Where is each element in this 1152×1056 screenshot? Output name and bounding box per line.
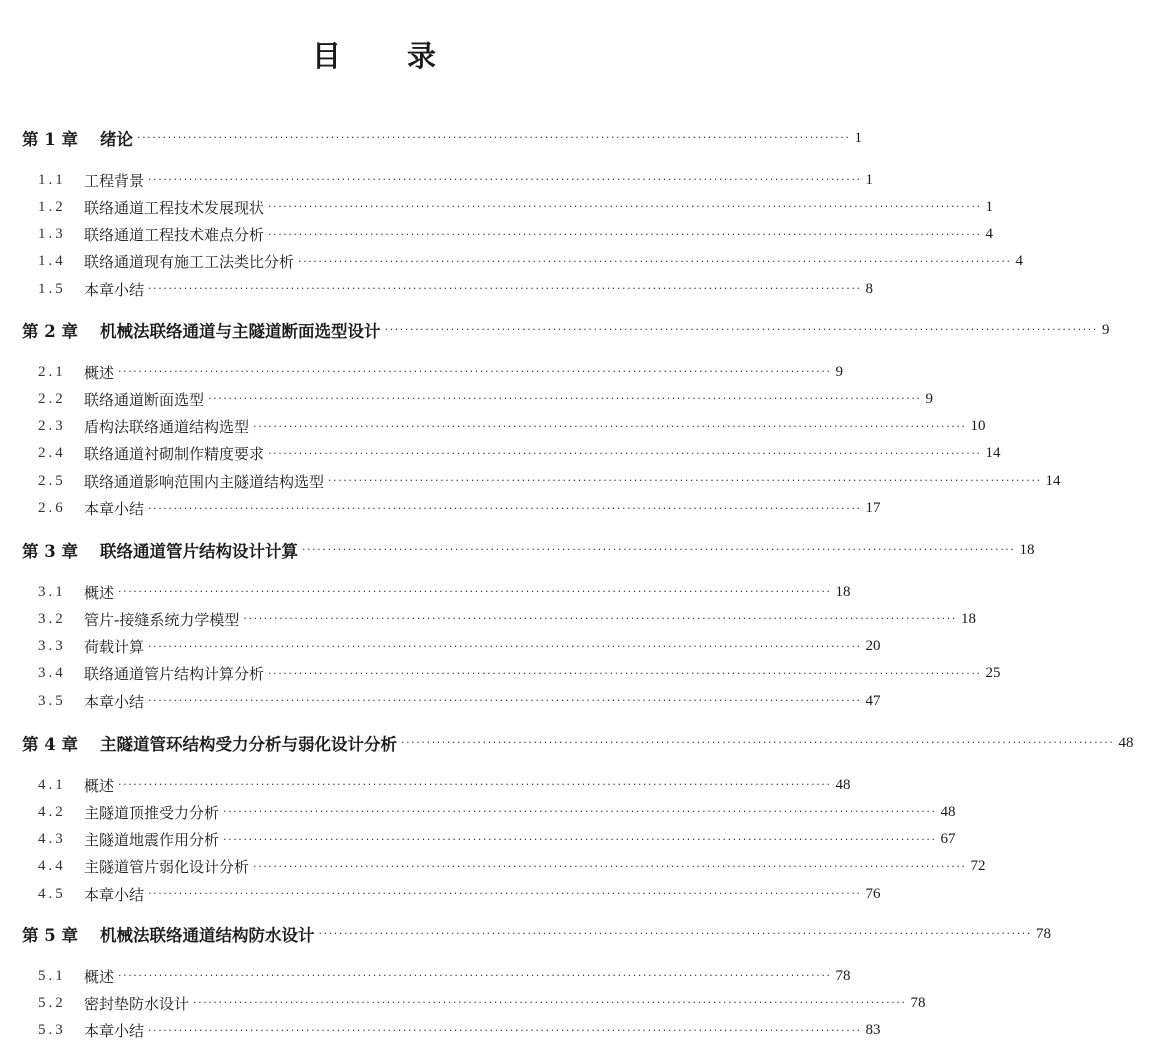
dot-leader: ············································································································································ bbox=[193, 996, 907, 1010]
section-number: 1.1 bbox=[38, 171, 66, 188]
section-page-number: 17 bbox=[865, 500, 881, 516]
toc-chapter-row[interactable] bbox=[0, 318, 1110, 342]
section-page-number: 78 bbox=[910, 994, 926, 1011]
toc-section-row[interactable] bbox=[0, 360, 844, 384]
dot-leader: ············································································································································ bbox=[223, 832, 937, 846]
toc-chapter-row[interactable] bbox=[0, 126, 863, 150]
toc-section-row[interactable] bbox=[0, 387, 934, 411]
section-page-number: 9 bbox=[835, 363, 844, 380]
dot-leader: ············································································································································ bbox=[328, 474, 1042, 488]
toc-section-row[interactable] bbox=[0, 223, 994, 247]
chapter-page-number: 78 bbox=[1036, 925, 1052, 942]
section-label bbox=[0, 884, 144, 905]
dot-leader: ············································································································································ bbox=[253, 419, 967, 433]
chapter-page-number: 1 bbox=[854, 129, 863, 146]
toc-section-row[interactable] bbox=[0, 469, 1061, 493]
section-page-number: 1 bbox=[985, 198, 994, 215]
section-label bbox=[0, 471, 324, 492]
chapter-label bbox=[0, 922, 314, 946]
section-page-number: 48 bbox=[835, 776, 851, 793]
section-title: 本章小结 bbox=[84, 1022, 145, 1041]
section-label bbox=[0, 993, 189, 1014]
dot-leader: ············································································································································ bbox=[118, 365, 832, 378]
section-page-number: 20 bbox=[865, 638, 881, 655]
section-page-number: 1 bbox=[865, 171, 874, 188]
section-number: 2.4 bbox=[38, 445, 66, 462]
section-page-number: 8 bbox=[865, 280, 874, 297]
page-title bbox=[0, 34, 750, 75]
dot-leader: ············································································································································ bbox=[268, 227, 982, 241]
section-number: 1.2 bbox=[38, 198, 66, 215]
toc-chapter-row[interactable] bbox=[0, 731, 1134, 755]
section-title: 联络通道断面选型 bbox=[84, 390, 205, 409]
dot-leader: ············································································································································ bbox=[118, 585, 832, 598]
section-title: 概述 bbox=[84, 776, 115, 795]
section-page-number: 72 bbox=[970, 858, 986, 875]
section-label bbox=[0, 802, 219, 823]
section-title: 工程背景 bbox=[84, 171, 145, 190]
toc-section-row[interactable] bbox=[0, 415, 986, 439]
section-label bbox=[0, 443, 264, 464]
dot-leader: ············································································································································ bbox=[148, 282, 862, 296]
dot-leader: ············································································································································ bbox=[118, 778, 832, 791]
dot-leader: ············································································································································ bbox=[268, 200, 982, 214]
title-char: 录 bbox=[407, 39, 439, 73]
section-title: 盾构法联络通道结构选型 bbox=[84, 418, 250, 437]
chapter-number: 第 2 章 bbox=[22, 322, 78, 341]
section-page-number: 14 bbox=[1045, 472, 1061, 489]
section-title: 本章小结 bbox=[84, 280, 145, 299]
toc-chapter-row[interactable] bbox=[0, 538, 1035, 562]
toc-section-row[interactable] bbox=[0, 882, 881, 906]
section-number: 3.5 bbox=[38, 692, 66, 709]
chapter-number: 第 3 章 bbox=[22, 542, 78, 561]
toc-section-row[interactable] bbox=[0, 250, 1024, 274]
dot-leader: ············································································································································ bbox=[384, 323, 1099, 336]
section-title: 主隧道地震作用分析 bbox=[84, 831, 220, 850]
dot-leader: ············································································································································ bbox=[148, 501, 862, 515]
section-title: 联络通道工程技术发展现状 bbox=[84, 198, 265, 217]
chapter-title: 机械法联络通道与主隧道断面选型设计 bbox=[99, 322, 381, 341]
dot-leader: ············································································································································ bbox=[400, 736, 1115, 749]
section-title: 主隧道顶推受力分析 bbox=[84, 803, 220, 822]
section-title: 概述 bbox=[84, 363, 115, 382]
toc-section-row[interactable] bbox=[0, 497, 881, 521]
section-number: 2.3 bbox=[38, 418, 66, 435]
section-label bbox=[0, 691, 144, 712]
chapter-label bbox=[0, 126, 133, 150]
toc-section-row[interactable] bbox=[0, 800, 956, 824]
dot-leader: ············································································································································ bbox=[208, 392, 922, 406]
section-number: 5.1 bbox=[38, 967, 66, 984]
section-number: 3.2 bbox=[38, 610, 66, 627]
dot-leader: ············································································································································ bbox=[148, 694, 862, 708]
section-label bbox=[0, 636, 144, 657]
dot-leader: ············································································································································ bbox=[253, 859, 967, 873]
section-page-number: 48 bbox=[940, 803, 956, 820]
chapter-number: 第 5 章 bbox=[22, 926, 78, 945]
section-title: 概述 bbox=[84, 583, 115, 602]
dot-leader: ············································································································································ bbox=[243, 612, 957, 626]
section-number: 3.3 bbox=[38, 638, 66, 655]
section-page-number: 9 bbox=[925, 390, 934, 407]
chapter-page-number: 48 bbox=[1118, 734, 1134, 751]
section-label bbox=[0, 170, 144, 191]
section-page-number: 25 bbox=[985, 665, 1001, 682]
section-title: 本章小结 bbox=[84, 500, 145, 518]
section-page-number: 78 bbox=[835, 967, 851, 984]
section-number: 4.3 bbox=[38, 831, 66, 848]
section-title: 管片-接缝系统力学模型 bbox=[84, 610, 240, 629]
section-page-number: 47 bbox=[865, 692, 881, 709]
toc-chapter-row[interactable] bbox=[0, 922, 1052, 946]
section-page-number: 83 bbox=[865, 1022, 881, 1039]
section-number: 3.4 bbox=[38, 665, 66, 682]
section-page-number: 4 bbox=[1015, 253, 1024, 270]
section-number: 2.5 bbox=[38, 472, 66, 489]
section-label bbox=[0, 966, 114, 987]
section-title: 密封垫防水设计 bbox=[84, 994, 190, 1013]
section-label bbox=[0, 663, 264, 684]
chapter-title: 绪论 bbox=[99, 130, 133, 149]
section-title: 联络通道现有施工工法类比分析 bbox=[84, 253, 295, 272]
section-label bbox=[0, 251, 294, 272]
chapter-label bbox=[0, 538, 298, 562]
dot-leader: ············································································································································ bbox=[136, 131, 851, 144]
section-number: 1.4 bbox=[38, 253, 66, 270]
title-char: 目 bbox=[311, 39, 343, 73]
chapter-label bbox=[0, 731, 397, 755]
section-number: 5.3 bbox=[38, 1022, 66, 1039]
toc-section-row[interactable] bbox=[0, 1019, 881, 1043]
section-number: 2.1 bbox=[38, 363, 66, 380]
dot-leader: ············································································································································ bbox=[148, 639, 862, 653]
dot-leader: ············································································································································ bbox=[268, 446, 982, 460]
section-number: 5.2 bbox=[38, 994, 66, 1011]
section-number: 4.2 bbox=[38, 803, 66, 820]
dot-leader: ············································································································································ bbox=[223, 805, 937, 819]
section-title: 联络通道衬砌制作精度要求 bbox=[84, 445, 265, 464]
section-title: 联络通道影响范围内主隧道结构选型 bbox=[84, 472, 325, 491]
section-page-number: 10 bbox=[970, 418, 986, 435]
toc-section-row[interactable] bbox=[0, 580, 851, 604]
dot-leader: ············································································································································ bbox=[148, 887, 862, 901]
section-label bbox=[0, 1020, 144, 1041]
toc-section-row[interactable] bbox=[0, 168, 874, 192]
section-title: 主隧道管片弱化设计分析 bbox=[84, 858, 250, 877]
dot-leader: ············································································································································ bbox=[298, 254, 1012, 268]
chapter-number: 第 1 章 bbox=[22, 130, 78, 149]
section-number: 4.4 bbox=[38, 858, 66, 875]
section-number: 3.1 bbox=[38, 583, 66, 600]
dot-leader: ············································································································································ bbox=[118, 969, 832, 982]
section-label bbox=[0, 197, 264, 218]
chapter-page-number: 9 bbox=[1102, 321, 1110, 338]
section-label bbox=[0, 609, 239, 630]
section-label bbox=[0, 775, 114, 796]
section-title: 联络通道管片结构计算分析 bbox=[84, 665, 265, 684]
chapter-title: 机械法联络通道结构防水设计 bbox=[99, 926, 315, 945]
toc-section-row[interactable] bbox=[0, 662, 1001, 686]
section-number: 2.6 bbox=[38, 500, 66, 516]
dot-leader: ············································································································································ bbox=[148, 173, 862, 186]
section-number: 4.5 bbox=[38, 885, 66, 902]
dot-leader: ············································································································································ bbox=[318, 927, 1033, 940]
section-label bbox=[0, 362, 114, 383]
section-label bbox=[0, 279, 144, 300]
section-label bbox=[0, 498, 144, 519]
section-title: 概述 bbox=[84, 967, 115, 986]
section-page-number: 76 bbox=[865, 885, 881, 902]
toc-section-row[interactable] bbox=[0, 991, 926, 1015]
toc-section-row[interactable] bbox=[0, 855, 986, 879]
dot-leader: ············································································································································ bbox=[268, 666, 982, 680]
section-page-number: 18 bbox=[835, 583, 851, 600]
chapter-title: 联络通道管片结构设计计算 bbox=[99, 542, 298, 561]
section-title: 本章小结 bbox=[84, 692, 145, 711]
toc-section-row[interactable] bbox=[0, 689, 881, 713]
section-title: 联络通道工程技术难点分析 bbox=[84, 226, 265, 245]
section-page-number: 18 bbox=[960, 610, 976, 627]
section-page-number: 4 bbox=[985, 226, 994, 243]
toc-section-row[interactable] bbox=[0, 964, 851, 988]
section-label bbox=[0, 829, 219, 850]
dot-leader: ············································································································································ bbox=[148, 1023, 862, 1037]
section-page-number: 14 bbox=[985, 445, 1001, 462]
chapter-page-number: 18 bbox=[1019, 541, 1035, 558]
toc-section-row[interactable] bbox=[0, 607, 976, 631]
toc-section-row[interactable] bbox=[0, 635, 881, 659]
toc-section-row[interactable] bbox=[0, 442, 1001, 466]
toc-section-row[interactable] bbox=[0, 828, 956, 852]
toc-section-row[interactable] bbox=[0, 195, 994, 219]
section-label bbox=[0, 389, 204, 410]
section-number: 1.5 bbox=[38, 280, 66, 297]
toc-section-row[interactable] bbox=[0, 773, 851, 797]
section-label bbox=[0, 856, 249, 877]
toc-section-row[interactable] bbox=[0, 277, 874, 301]
dot-leader: ············································································································································ bbox=[301, 543, 1016, 556]
section-title: 荷载计算 bbox=[84, 638, 145, 657]
section-number: 4.1 bbox=[38, 776, 66, 793]
section-label bbox=[0, 224, 264, 245]
chapter-label bbox=[0, 318, 380, 342]
section-title: 本章小结 bbox=[84, 885, 145, 904]
chapter-title: 主隧道管环结构受力分析与弱化设计分析 bbox=[99, 735, 397, 754]
section-number: 2.2 bbox=[38, 390, 66, 407]
section-number: 1.3 bbox=[38, 226, 66, 243]
section-page-number: 67 bbox=[940, 831, 956, 848]
section-label bbox=[0, 582, 114, 603]
chapter-number: 第 4 章 bbox=[22, 735, 78, 754]
section-label bbox=[0, 416, 249, 437]
